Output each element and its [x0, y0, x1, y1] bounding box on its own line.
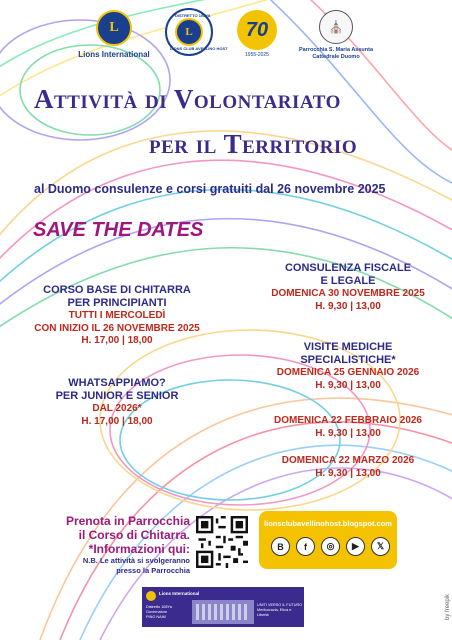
image-credit: by freepik	[445, 594, 451, 621]
event-time: H. 17,00 | 18,00	[81, 415, 153, 427]
event-title-line: VISITE MEDICHE	[303, 341, 393, 353]
event-medical-visits	[250, 341, 446, 392]
banner-slogan	[257, 603, 303, 618]
event-title-line: WHATSAPPIAMO?	[68, 377, 166, 389]
lions-mini-icon	[146, 591, 156, 601]
x-icon[interactable]: 𝕏	[371, 537, 390, 556]
event-time: H. 9,30 | 13,00	[315, 379, 381, 391]
lions-international-logo	[78, 10, 150, 59]
event-title-line: PER JUNIOR E SENIOR	[55, 390, 179, 402]
booking-info	[40, 514, 190, 576]
blog-icon[interactable]: B	[271, 537, 290, 556]
event-title-line: E LEGALE	[320, 275, 376, 287]
lions-caption: Lions International	[78, 50, 150, 59]
save-the-dates-heading: SAVE THE DATES	[33, 219, 204, 241]
booking-note: N.B. Le attività si svolgeranno	[82, 556, 190, 565]
event-title-line: SPECIALISTICHE*	[300, 354, 396, 366]
event-time: H. 9,30 | 13,00	[315, 300, 381, 312]
event-date: DOMENICA 22 FEBBRAIO 2026	[274, 415, 422, 426]
booking-line: il Corso di Chitarra.	[78, 528, 190, 542]
youtube-icon[interactable]: ▶	[346, 537, 365, 556]
parish-logo	[296, 10, 376, 61]
booking-line: *Informazioni qui:	[88, 542, 190, 556]
footer-banner	[142, 587, 304, 627]
event-title-line: CORSO BASE DI CHITARRA	[43, 284, 191, 296]
event-detail-line: DAL 2026*	[92, 403, 142, 414]
subtitle: al Duomo consulenze e corsi gratuiti dal 26 novembre 2025	[34, 182, 386, 196]
event-date: DOMENICA 30 NOVEMBRE 2025	[271, 288, 425, 299]
anniversary-number: 70	[237, 10, 277, 50]
event-whatsappiamo	[12, 377, 222, 428]
event-time: H. 9,30 | 13,00	[315, 427, 381, 439]
event-medical-march	[250, 455, 446, 480]
event-title-line: CONSULENZA FISCALE	[284, 262, 412, 274]
banner-district-line: Distretto 108Ya	[146, 605, 172, 609]
banner-slogan-line: UNITI VERSO IL FUTURO	[257, 603, 303, 607]
banner-district	[146, 605, 172, 620]
banner-district-line: PINO NAIM	[146, 615, 166, 619]
event-title-line: PER PRINCIPIANTI	[67, 297, 167, 309]
event-guitar-course	[12, 284, 222, 348]
district-logo	[165, 8, 228, 58]
banner-slogan-line: Meritocrazia, Etica e Libertà	[257, 608, 292, 617]
event-time: H. 17,00 | 18,00	[81, 335, 153, 346]
facebook-icon[interactable]: f	[296, 537, 315, 556]
lions-emblem-icon: L	[96, 10, 132, 46]
event-detail-line: CON INIZIO IL 26 NOVEMBRE 2025	[34, 322, 200, 334]
event-time: H. 9,30 | 13,00	[315, 467, 381, 479]
district-bottom-text: LIONS CLUB AVELLINO HOST	[170, 46, 228, 51]
parish-cathedral: Cattedrale Duomo	[312, 54, 360, 60]
banner-org: Lions International	[159, 591, 200, 596]
building-photo	[192, 600, 254, 624]
district-emblem-icon: L	[175, 18, 203, 46]
contact-box	[259, 511, 397, 569]
district-top-text: DISTRETTO 108YA	[175, 13, 211, 18]
social-icons	[271, 537, 390, 556]
event-medical-february	[250, 415, 446, 440]
event-date: DOMENICA 25 GENNAIO 2026	[276, 367, 420, 378]
event-fiscal-legal	[250, 262, 446, 313]
booking-note: presso la Parrocchia	[116, 566, 190, 575]
anniversary-years: 1955-2025	[245, 52, 269, 58]
booking-line: Prenota in Parrocchia	[65, 514, 190, 528]
page-title-line-2: per il Territorio	[149, 129, 358, 159]
qr-code[interactable]	[196, 516, 248, 568]
page-title-line-1: Attività di Volontariato	[34, 84, 341, 114]
instagram-icon[interactable]: ◎	[321, 537, 340, 556]
banner-district-line: Governatore	[146, 610, 168, 614]
blog-link[interactable]: lionsclubavellinohost.blogspot.com	[264, 519, 392, 528]
parish-name: Parrocchia S. Maria Assunta	[298, 47, 374, 53]
event-date: DOMENICA 22 MARZO 2026	[281, 455, 415, 466]
event-detail-line: TUTTI I MERCOLEDÌ	[68, 310, 166, 321]
church-icon: ⛪	[319, 10, 353, 44]
anniversary-logo	[234, 10, 280, 60]
